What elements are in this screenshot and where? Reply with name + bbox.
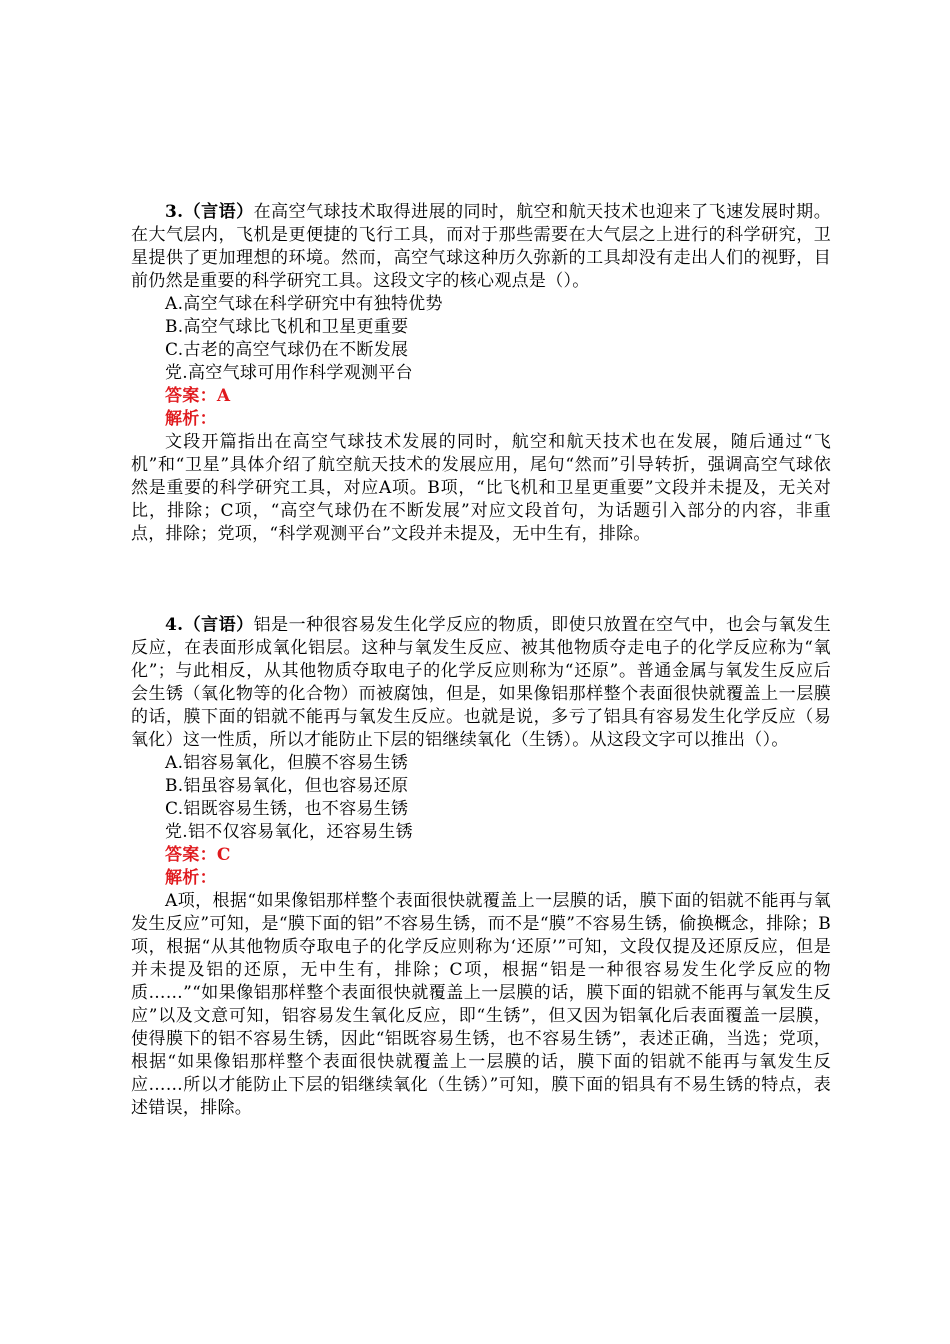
option-c: C.铝既容易生锈，也不容易生锈 bbox=[165, 799, 409, 819]
option-list bbox=[131, 752, 831, 844]
question-tag: （言语） bbox=[183, 202, 254, 222]
question-stem bbox=[131, 201, 831, 293]
question-tag: （言语） bbox=[183, 615, 254, 635]
option-d: 党.铝不仅容易氧化，还容易生锈 bbox=[165, 822, 413, 842]
question-number: 3. bbox=[165, 202, 184, 222]
analysis-label: 解析： bbox=[165, 409, 217, 429]
analysis-text: 文段开篇指出在高空气球技术发展的同时，航空和航天技术也在发展，随后通过“飞机”和“卫星”具体介绍了航空航天技术的发展应用，尾句“然而”引导转折，强调高空气球依然是重要的科学研究工具，对应A项。B项，“比飞机和卫星更重要”文段并未提及，无关对比，排除；C项，“高空气球仍在不断发展”对应文段首句，为话题引入部分的内容，非重点，排除；党项，“科学观测平台”文段并未提及，无中生有，排除。 bbox=[131, 432, 831, 544]
question-4 bbox=[131, 614, 831, 1120]
question-stem bbox=[131, 614, 831, 752]
option-list bbox=[131, 293, 831, 385]
option-d: 党.高空气球可用作科学观测平台 bbox=[165, 363, 413, 383]
option-c: C.古老的高空气球仍在不断发展 bbox=[165, 340, 409, 360]
option-a: A.高空气球在科学研究中有独特优势 bbox=[165, 294, 443, 314]
option-b: B.高空气球比飞机和卫星更重要 bbox=[165, 317, 409, 337]
answer-line: 答案：C bbox=[165, 845, 231, 865]
analysis-text: A项，根据“如果像铝那样整个表面很快就覆盖上一层膜的话，膜下面的铝就不能再与氧发生反应”可知，是“膜下面的铝”不容易生锈，而不是“膜”不容易生锈，偷换概念，排除；B项，根据“从其他物质夺取电子的化学反应则称为‘还原’”可知，文段仅提及还原反应，但是并未提及铝的还原，无中生有，排除；C项，根据“铝是一种很容易发生化学反应的物质……”“如果像铝那样整个表面很快就覆盖上一层膜的话，膜下面的铝就不能再与氧发生反应”以及文意可知，铝容易发生氧化反应，即“生锈”，但又因为铝氧化后表面覆盖一层膜，使得膜下的铝不容易生锈，因此“铝既容易生锈，也不容易生锈”，表述正确，当选；党项，根据“如果像铝那样整个表面很快就覆盖上一层膜的话，膜下面的铝就不能再与氧发生反应……所以才能防止下层的铝继续氧化（生锈）”可知，膜下面的铝具有不易生锈的特点，表述错误，排除。 bbox=[131, 891, 831, 1118]
option-a: A.铝容易氧化，但膜不容易生锈 bbox=[165, 753, 409, 773]
question-text: 在高空气球技术取得进展的同时，航空和航天技术也迎来了飞速发展时期。在大气层内，飞机是更便捷的飞行工具，而对于那些需要在大气层之上进行的科学研究，卫星提供了更加理想的环境。然而，高空气球这种历久弥新的工具却没有走出人们的视野，目前仍然是重要的科学研究工具。这段文字的核心观点是（）。 bbox=[131, 202, 831, 291]
question-3 bbox=[131, 201, 831, 546]
option-b: B.铝虽容易氧化，但也容易还原 bbox=[165, 776, 409, 796]
analysis-label: 解析： bbox=[165, 868, 217, 888]
question-text: 铝是一种很容易发生化学反应的物质，即使只放置在空气中，也会与氧发生反应，在表面形成氧化铝层。这种与氧发生反应、被其他物质夺走电子的化学反应称为“氧化”；与此相反，从其他物质夺取电子的化学反应则称为“还原”。普通金属与氧发生反应后会生锈（氧化物等的化合物）而被腐蚀，但是，如果像铝那样整个表面很快就覆盖上一层膜的话，膜下面的铝就不能再与氧发生反应。也就是说，多亏了铝具有容易发生化学反应（易氧化）这一性质，所以才能防止下层的铝继续氧化（生锈）。从这段文字可以推出（）。 bbox=[131, 615, 831, 750]
answer-line: 答案：A bbox=[165, 386, 231, 406]
question-number: 4. bbox=[165, 615, 184, 635]
